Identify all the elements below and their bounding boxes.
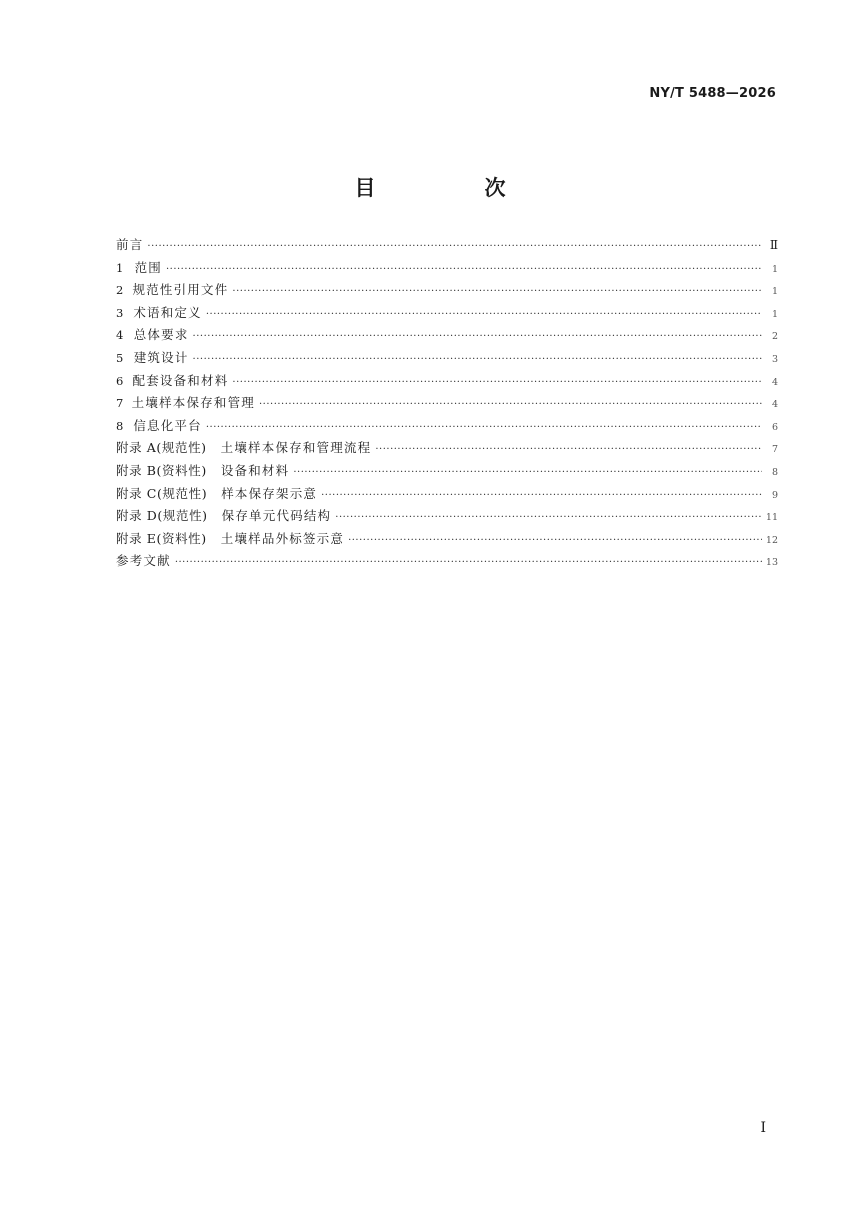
toc-entry-number: 2 bbox=[116, 283, 124, 298]
toc-entry-label: 建筑设计 bbox=[133, 349, 189, 365]
toc-entry-page: 4 bbox=[771, 399, 778, 411]
toc-entry-appendix-a[interactable] bbox=[116, 437, 778, 460]
toc-entry-label: 范围 bbox=[134, 259, 162, 275]
dot-leader bbox=[232, 281, 762, 304]
table-of-contents bbox=[116, 234, 778, 573]
dot-leader bbox=[348, 530, 762, 553]
toc-entry-foreword[interactable] bbox=[116, 234, 778, 257]
toc-entry-number: 8 bbox=[116, 418, 124, 433]
dot-leader bbox=[206, 304, 762, 327]
toc-entry-8[interactable] bbox=[116, 415, 778, 438]
dot-leader bbox=[206, 417, 762, 440]
toc-entry-page: 1 bbox=[771, 263, 778, 275]
toc-entry-label: 配套设备和材料 bbox=[132, 372, 229, 388]
toc-entry-appendix-d[interactable] bbox=[116, 505, 778, 528]
toc-entry-page: 13 bbox=[765, 557, 778, 569]
toc-entry-label: 参考文献 bbox=[116, 553, 171, 569]
toc-entry-number: 3 bbox=[116, 305, 124, 320]
toc-entry-label: 信息化平台 bbox=[133, 417, 202, 433]
toc-entry-3[interactable] bbox=[116, 302, 778, 325]
toc-entry-6[interactable] bbox=[116, 370, 778, 393]
dot-leader bbox=[335, 507, 762, 530]
toc-entry-page: 1 bbox=[771, 286, 778, 298]
appendix-title: 土壤样品外标签示意 bbox=[220, 530, 345, 546]
toc-entry-number: 4 bbox=[116, 328, 124, 343]
toc-entry-1[interactable] bbox=[116, 257, 778, 280]
toc-entry-page: 1 bbox=[771, 308, 778, 320]
dot-leader bbox=[175, 552, 762, 575]
toc-entry-page: 8 bbox=[771, 466, 778, 478]
appendix-tag: 附录 E(资料性) bbox=[116, 530, 207, 546]
toc-entry-page: 2 bbox=[771, 331, 778, 343]
dot-leader bbox=[193, 326, 762, 349]
dot-leader bbox=[193, 349, 762, 372]
appendix-title: 设备和材料 bbox=[220, 462, 290, 478]
dot-leader bbox=[232, 372, 762, 395]
toc-entry-page: Ⅱ bbox=[769, 238, 778, 252]
dot-leader bbox=[259, 394, 762, 417]
toc-entry-appendix-c[interactable] bbox=[116, 483, 778, 506]
standard-code: NY/T 5488—2026 bbox=[649, 86, 776, 101]
toc-entry-page: 4 bbox=[771, 376, 778, 388]
dot-leader bbox=[147, 236, 762, 259]
appendix-title: 样本保存架示意 bbox=[221, 485, 318, 501]
toc-entry-number: 7 bbox=[116, 396, 124, 411]
appendix-tag: 附录 B(资料性) bbox=[116, 462, 207, 478]
appendix-title: 土壤样本保存和管理流程 bbox=[220, 440, 372, 456]
toc-entry-label bbox=[116, 528, 344, 551]
appendix-title: 保存单元代码结构 bbox=[221, 508, 332, 524]
toc-entry-page: 11 bbox=[765, 512, 778, 524]
toc-entry-label: 规范性引用文件 bbox=[132, 282, 229, 298]
page-title: 目 次 bbox=[354, 176, 550, 200]
toc-entry-number: 6 bbox=[116, 373, 124, 388]
toc-entry-appendix-e[interactable] bbox=[116, 528, 778, 551]
toc-entry-page: 9 bbox=[771, 489, 778, 501]
toc-entry-label bbox=[116, 505, 331, 528]
toc-entry-label: 土壤样本保存和管理 bbox=[131, 395, 255, 411]
toc-entry-4[interactable] bbox=[116, 324, 778, 347]
dot-leader bbox=[321, 485, 762, 508]
toc-entry-2[interactable] bbox=[116, 279, 778, 302]
appendix-tag: 附录 A(规范性) bbox=[116, 440, 207, 456]
appendix-tag: 附录 D(规范性) bbox=[116, 508, 208, 524]
dot-leader bbox=[166, 259, 762, 282]
toc-entry-page: 6 bbox=[771, 421, 778, 433]
toc-entry-label bbox=[116, 437, 371, 460]
page-number: Ⅰ bbox=[760, 1120, 766, 1136]
dot-leader bbox=[375, 439, 762, 462]
toc-entry-label bbox=[116, 460, 289, 483]
toc-entry-label: 术语和定义 bbox=[133, 304, 202, 320]
dot-leader bbox=[293, 462, 762, 485]
toc-entry-label: 前言 bbox=[116, 237, 144, 252]
toc-entry-label bbox=[116, 483, 317, 506]
toc-entry-number: 1 bbox=[116, 260, 124, 275]
toc-entry-5[interactable] bbox=[116, 347, 778, 370]
toc-entry-page: 12 bbox=[765, 534, 778, 546]
toc-entry-label: 总体要求 bbox=[133, 327, 189, 343]
toc-entry-number: 5 bbox=[116, 350, 124, 365]
toc-entry-appendix-b[interactable] bbox=[116, 460, 778, 483]
toc-entry-page: 3 bbox=[771, 353, 778, 365]
toc-entry-page: 7 bbox=[771, 444, 778, 456]
toc-entry-references[interactable] bbox=[116, 550, 778, 573]
toc-entry-7[interactable] bbox=[116, 392, 778, 415]
appendix-tag: 附录 C(规范性) bbox=[116, 485, 208, 501]
